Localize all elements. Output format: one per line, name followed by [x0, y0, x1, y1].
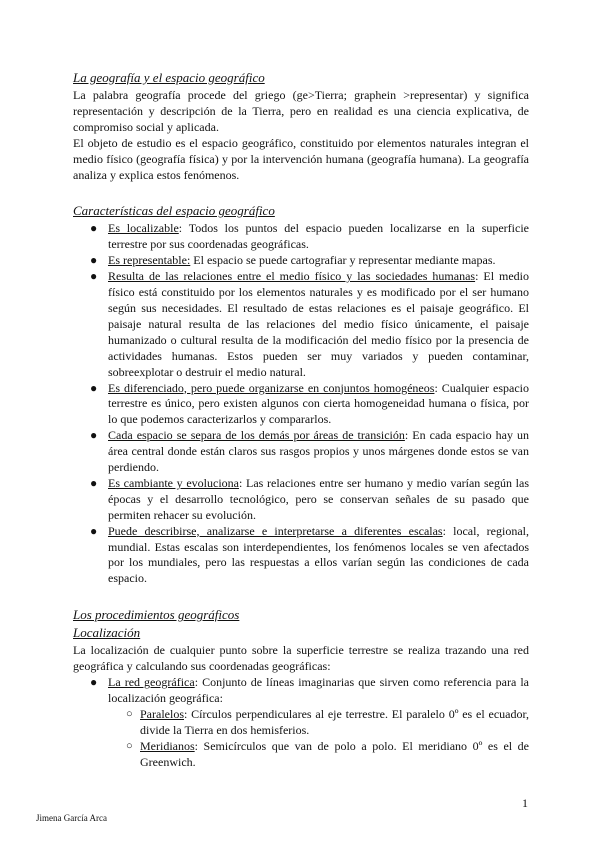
sub-list-item: [108, 707, 529, 739]
bullet-icon: ●: [90, 475, 98, 490]
item-term: Es cambiante y evoluciona: [108, 475, 239, 490]
procedures-list: [73, 675, 529, 770]
item-text: : Conjunto de líneas imaginarias que sirven como referencia para la localización geográfica:: [108, 675, 529, 705]
item-term: Es localizable: [108, 221, 179, 236]
item-term: Resulta de las relaciones entre el medio físico y las sociedades humanas: [108, 269, 476, 284]
list-item: [73, 253, 529, 269]
sub-list: [108, 707, 529, 771]
list-item: [73, 428, 529, 476]
item-text: : En cada espacio hay un área central donde están claros sus rasgos propios y unos márgenes donde estos se van perdiendo.: [108, 428, 530, 475]
paragraph: La palabra geografía procede del griego (ge>Tierra; graphein >representar) y significa representación y descripción de la Tierra, pero en realidad es una ciencia explicativa, de compromiso social y aplicada.: [73, 88, 529, 134]
section-heading-caracteristicas: Características del espacio geográfico: [73, 203, 275, 219]
list-item: [73, 476, 529, 524]
bullet-icon: ●: [90, 428, 98, 443]
section-heading-procedimientos: Los procedimientos geográficos: [73, 607, 240, 623]
item-text: El espacio se puede cartografiar y representar mediante mapas.: [190, 253, 496, 268]
bullet-icon: ●: [90, 253, 98, 268]
item-term: Cada espacio se separa de los demás por áreas de transición: [108, 428, 405, 443]
bullet-icon: ●: [90, 675, 98, 690]
page-number: 1: [522, 796, 528, 810]
author-footer: Jimena García Arca: [36, 813, 107, 823]
item-text: : Cualquier espacio terrestre es único, pero existen algunos con cierta homogeneidad humana o física, por lo que podemos caracterizarlos y compararlos.: [108, 380, 530, 427]
circle-bullet-icon: ○: [126, 739, 133, 752]
list-item: [73, 269, 529, 380]
subsection-heading-localizacion: Localización: [73, 625, 141, 641]
characteristics-list: [73, 221, 529, 587]
item-term: Es representable:: [108, 253, 191, 268]
circle-bullet-icon: ○: [126, 707, 133, 720]
item-text: : Las relaciones entre ser humano y medio varían según las épocas y el desarrollo tecnológico, pero se conservan señales de su pasado que permiten rehacer su evolución.: [108, 475, 529, 522]
item-text: : Círculos perpendiculares al eje terrestre. El paralelo 0º es el ecuador, divide la Tierra en dos hemisferios.: [140, 706, 529, 737]
bullet-icon: ●: [90, 380, 98, 395]
list-item: [73, 381, 529, 429]
item-term: La red geográfica: [108, 675, 195, 690]
bullet-icon: ●: [90, 269, 98, 284]
item-term: Es diferenciado, pero puede organizarse en conjuntos homogéneos: [108, 380, 435, 395]
bullet-icon: ●: [90, 221, 98, 236]
item-text: : Todos los puntos del espacio pueden localizarse en la superficie terrestre por sus coordenadas geográficas.: [108, 221, 529, 252]
paragraph: La localización de cualquier punto sobre la superficie terrestre se realiza trazando una red geográfica y calculando sus coordenadas geográficas:: [73, 643, 529, 674]
list-item: [73, 675, 529, 770]
bullet-icon: ●: [90, 523, 98, 538]
item-text: : local, regional, mundial. Estas escalas son interdependientes, los fenómenos locales se ven afectados por los mundiales, pero las respuestas a ellos varían según las condiciones de cada espacio.: [108, 523, 529, 586]
item-term: Puede describirse, analizarse e interpretarse a diferentes escalas: [108, 523, 443, 538]
paragraph: El objeto de estudio es el espacio geográfico, constituido por elementos naturales integran el medio físico (geografía física) y por la intervención humana (geografía humana). La geografía analiza y explica estos fenómenos.: [73, 135, 529, 182]
item-term: Paralelos: [140, 706, 184, 721]
item-term: Meridianos: [140, 738, 195, 753]
sub-list-item: [108, 739, 529, 771]
list-item: [73, 221, 529, 253]
section-heading-geografia: La geografía y el espacio geográfico: [73, 70, 265, 85]
list-item: [73, 524, 529, 588]
page-content: [73, 70, 529, 771]
item-text: : El medio físico está constituido por los elementos naturales y es modificado por el ser humano según sus necesidades. El resultado de estas relaciones es el paisaje geográfico. El paisaje natural resulta de las relaciones del medio físico únicamente, el paisaje humanizado o cultural resulta de la modificación del medio físico por la presencia de actividades humanas. Estos pueden ser muy variados y pueden contaminar, sobreexplotar o destruir el medio natural.: [108, 269, 529, 379]
item-text: : Semicírculos que van de polo a polo. El meridiano 0º es el de Greenwich.: [140, 738, 529, 769]
